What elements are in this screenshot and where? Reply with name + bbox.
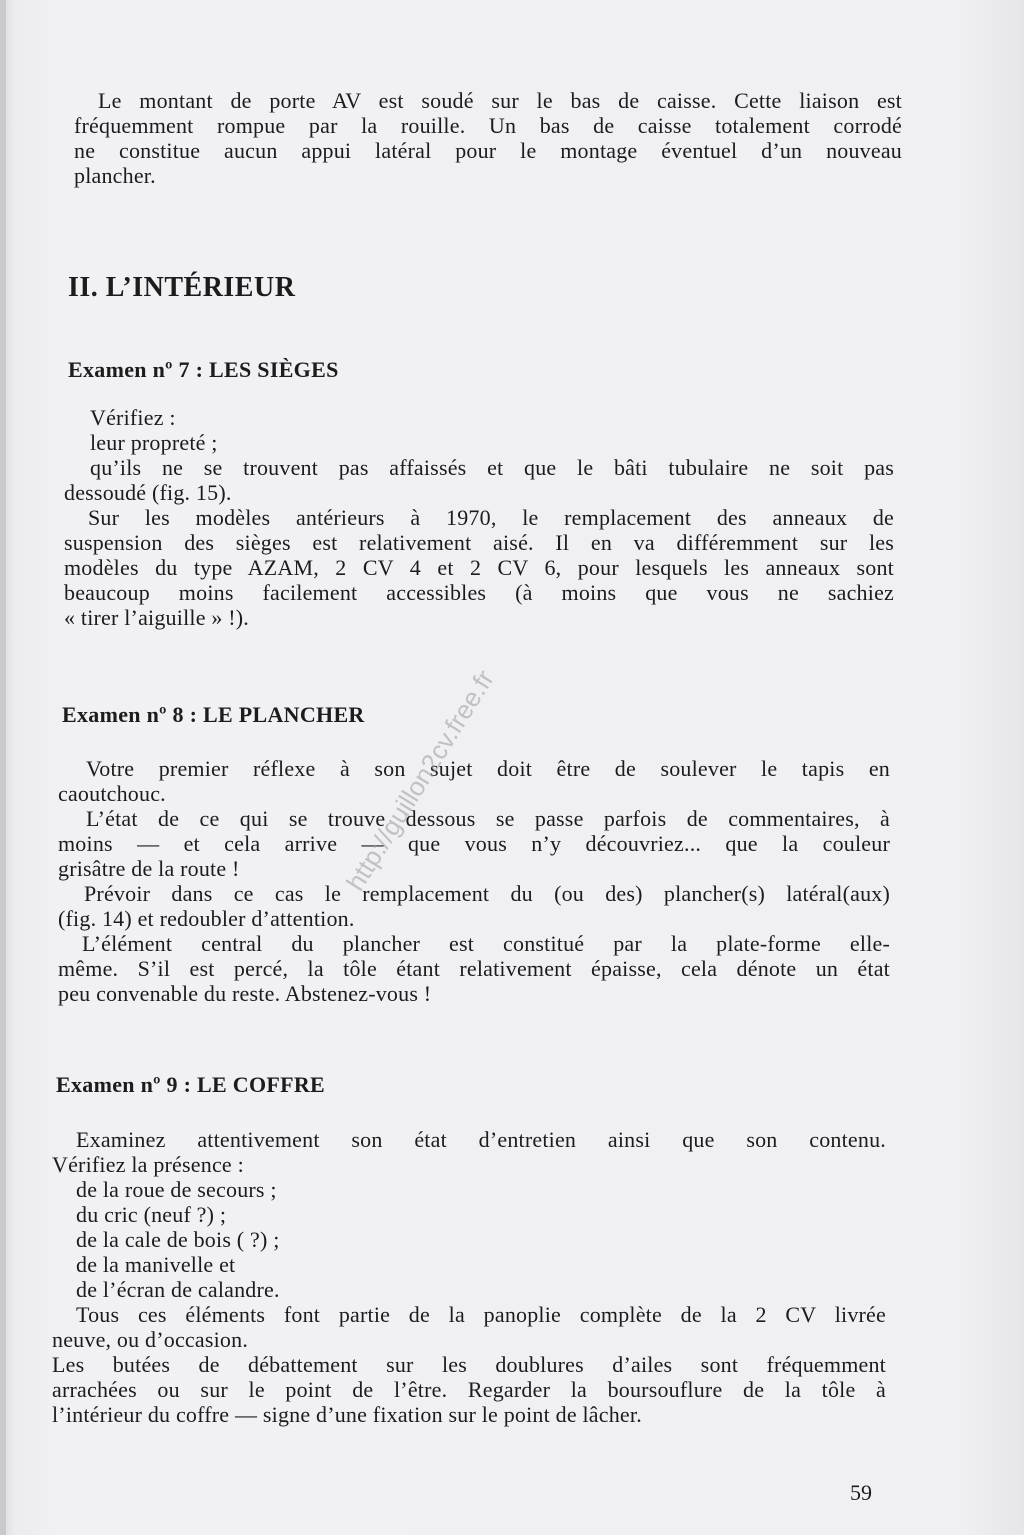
text-line: neuve, ou d’occasion. xyxy=(52,1327,249,1352)
text-line: « tirer l’aiguille » !). xyxy=(64,605,250,630)
text-line: moins — et cela arrive — que vous n’y découvriez... que la couleur xyxy=(58,831,890,856)
exam8-body xyxy=(58,756,890,1006)
text-line: Sur les modèles antérieurs à 1970, le remplacement des anneaux de xyxy=(88,505,894,530)
text-line: caoutchouc. xyxy=(58,781,166,806)
list-item: de la cale de bois ( ?) ; xyxy=(76,1227,280,1252)
text-line: ne constitue aucun appui latéral pour le montage éventuel d’un nouveau xyxy=(74,138,902,163)
text-line: plancher. xyxy=(74,163,156,188)
text-line: suspension des sièges est relativement aisé. Il en va différemment sur les xyxy=(64,530,894,555)
text-line: même. S’il est percé, la tôle étant relativement épaisse, cela dénote un état xyxy=(58,956,890,981)
list-item: leur propreté ; xyxy=(90,430,218,455)
exam9-heading: Examen nº 9 : LE COFFRE xyxy=(56,1072,326,1097)
text-line: beaucoup moins facilement accessibles (à moins que vous ne sachiez xyxy=(64,580,894,605)
text-line: Vérifiez : xyxy=(90,405,176,430)
text-line: Examinez attentivement son état d’entretien ainsi que son contenu. xyxy=(76,1127,886,1152)
list-item: de la roue de secours ; xyxy=(76,1177,277,1202)
text-line: Tous ces éléments font partie de la panoplie complète de la 2 CV livrée xyxy=(76,1302,886,1327)
text-line: Prévoir dans ce cas le remplacement du (ou des) plancher(s) latéral(aux) xyxy=(84,881,890,906)
list-item: de la manivelle et xyxy=(76,1252,236,1277)
list-item: de l’écran de calandre. xyxy=(76,1277,280,1302)
list-item: qu’ils ne se trouvent pas affaissés et que le bâti tubulaire ne soit pas xyxy=(90,455,894,480)
intro-paragraph xyxy=(74,88,902,188)
exam7-body xyxy=(64,405,894,630)
exam9-body xyxy=(52,1127,886,1427)
exam8-heading: Examen nº 8 : LE PLANCHER xyxy=(62,702,365,727)
text-line: modèles du type AZAM, 2 CV 4 et 2 CV 6, pour lesquels les anneaux sont xyxy=(64,555,894,580)
text-line: Les butées de débattement sur les doublures d’ailes sont fréquemment xyxy=(52,1352,886,1377)
text-line: Le montant de porte AV est soudé sur le bas de caisse. Cette liaison est xyxy=(98,88,902,113)
section-title: II. L’INTÉRIEUR xyxy=(68,272,296,303)
text-line: peu convenable du reste. Abstenez-vous ! xyxy=(58,981,432,1006)
list-item: du cric (neuf ?) ; xyxy=(76,1202,227,1227)
text-line: L’état de ce qui se trouve dessous se passe parfois de commentaires, à xyxy=(86,806,890,831)
text-line: Vérifiez la présence : xyxy=(52,1152,244,1177)
page-number: 59 xyxy=(850,1480,872,1505)
text-line: (fig. 14) et redoubler d’attention. xyxy=(58,906,355,931)
text-line: l’intérieur du coffre — signe d’une fixation sur le point de lâcher. xyxy=(52,1402,642,1427)
text-line: fréquemment rompue par la rouille. Un bas de caisse totalement corrodé xyxy=(74,113,902,138)
text-line: arrachées ou sur le point de l’être. Regarder la boursouflure de la tôle à xyxy=(52,1377,886,1402)
text-line: grisâtre de la route ! xyxy=(58,856,240,881)
text-line: Votre premier réflexe à son sujet doit être de soulever le tapis en xyxy=(86,756,890,781)
exam7-heading: Examen nº 7 : LES SIÈGES xyxy=(68,357,339,382)
text-line: L’élément central du plancher est constitué par la plate-forme elle- xyxy=(82,931,890,956)
url-watermark: http://guillon2cv.free.fr xyxy=(340,664,500,896)
text-line: dessoudé (fig. 15). xyxy=(64,480,232,505)
